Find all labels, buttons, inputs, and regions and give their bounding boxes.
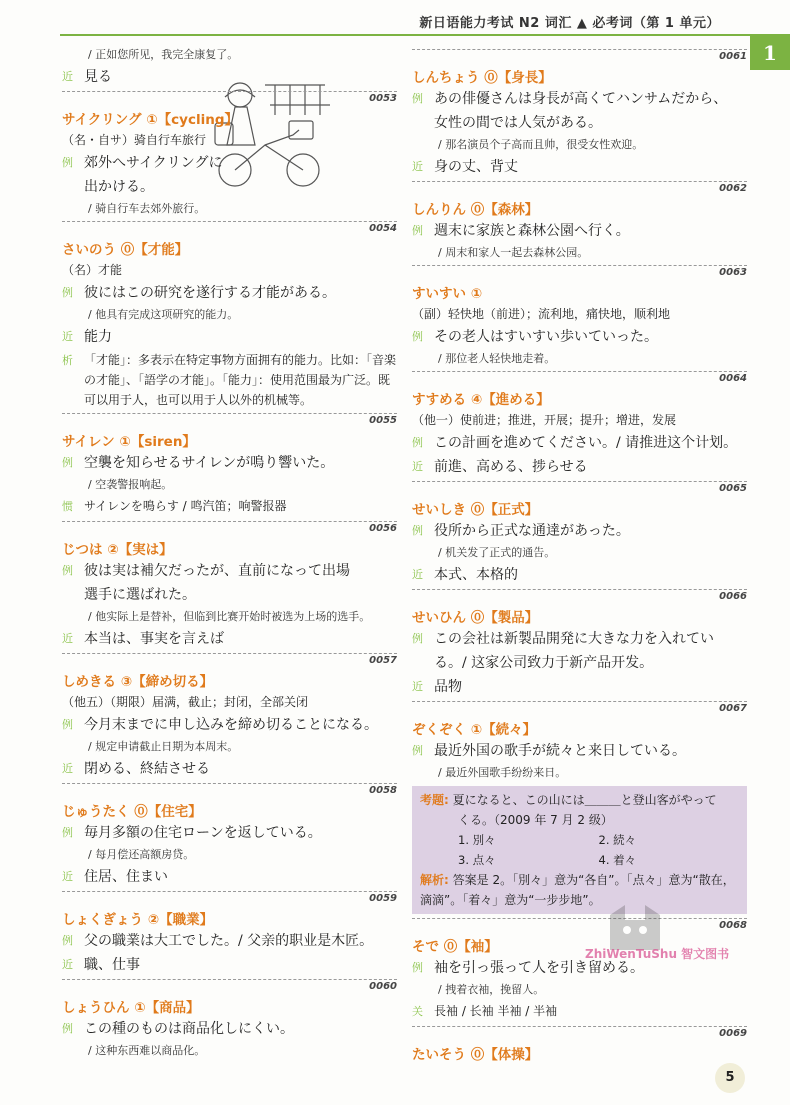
example-tag: 例 xyxy=(62,826,73,839)
headword: じつは ②【実は】 xyxy=(62,542,173,558)
part-of-speech: （名・自サ）骑自行车旅行 xyxy=(62,133,207,147)
example-translation: / 周末和家人一起去森林公园。 xyxy=(438,246,589,259)
headword: ぞくぞく ①【続々】 xyxy=(412,722,537,738)
example-sentence: その老人はすいすい歩いていった。 xyxy=(434,329,658,345)
exam-question: くる。（2009 年 7 月 2 级） xyxy=(458,813,613,827)
example-translation: / 拽着衣袖，挽留人。 xyxy=(438,983,545,996)
example-translation: / 最近外国歌手纷纷来日。 xyxy=(438,766,567,779)
entry-number: 0067 xyxy=(412,701,747,715)
example-tag: 例 xyxy=(412,961,423,974)
analysis-tag: 析 xyxy=(62,354,73,367)
example-translation: / 骑自行车去郊外旅行。 xyxy=(88,202,206,215)
page-number: 5 xyxy=(715,1063,745,1093)
example-sentence: 女性の間では人気がある。 xyxy=(434,115,602,131)
example-tag: 例 xyxy=(412,330,423,343)
example-translation: / 他实际上是替补，但临到比赛开始时被选为上场的选手。 xyxy=(88,610,371,623)
example-sentence: 空襲を知らせるサイレンが鳴り響いた。 xyxy=(84,455,335,471)
example-sentence: 彼にはこの研究を遂行する才能がある。 xyxy=(84,285,336,301)
entry-number: 0065 xyxy=(412,481,747,495)
exam-answer: 答案是 2。「別々」意为“各自”。「点々」意为“散在，滴滴”。「着々」意为“一步步地”。 xyxy=(420,873,735,907)
entry-number: 0062 xyxy=(412,181,747,195)
entry-number: 0064 xyxy=(412,371,747,385)
example-translation: / 每月偿还高额房贷。 xyxy=(88,848,195,861)
example-translation: / 这种东西难以商品化。 xyxy=(88,1044,206,1057)
example-tag: 例 xyxy=(412,744,423,757)
example-tag: 例 xyxy=(412,436,423,449)
related-tag: 关 xyxy=(412,1005,423,1018)
left-column xyxy=(62,46,397,1060)
near-words: 職、仕事 xyxy=(84,957,140,973)
example-sentence: 出かける。 xyxy=(84,179,154,195)
example-translation: / 机关发了正式的通告。 xyxy=(438,546,556,559)
example-sentence: 彼は実は補欠だったが、直前になって出場 xyxy=(84,563,350,579)
example-sentence: 袖を引っ張って人を引き留める。 xyxy=(434,960,644,976)
entry-number: 0055 xyxy=(62,413,397,427)
example-tag: 例 xyxy=(62,456,73,469)
header-rule xyxy=(60,34,790,36)
example-sentence: 毎月多額の住宅ローンを返している。 xyxy=(84,825,322,841)
entry-number: 0069 xyxy=(412,1026,747,1040)
entry-number: 0053 xyxy=(62,91,397,105)
headword: すいすい ① xyxy=(412,286,483,302)
near-words: 見る xyxy=(84,69,112,85)
headword: サイクリング ①【cycling】 xyxy=(62,112,238,128)
example-sentence: 今月末までに申し込みを締め切ることになる。 xyxy=(84,717,378,733)
headword: しんりん ⓪【森林】 xyxy=(412,202,539,218)
near-words: 本当は、事実を言えば xyxy=(84,631,224,647)
near-tag: 近 xyxy=(62,330,73,343)
entry-number: 0056 xyxy=(62,521,397,535)
headword: サイレン ①【siren】 xyxy=(62,434,196,450)
near-tag: 近 xyxy=(62,70,73,83)
entry-number: 0057 xyxy=(62,653,397,667)
watermark-text: ZhiWenTuShu 智文图书 xyxy=(585,947,730,961)
entry-number: 0059 xyxy=(62,891,397,905)
header-title: 新日语能力考试 N2 词汇 ▲ 必考词（第 1 单元） xyxy=(419,16,720,31)
headword: せいしき ⓪【正式】 xyxy=(412,502,539,518)
exam-label: 考题: xyxy=(420,793,449,807)
near-words: 能力 xyxy=(84,329,112,345)
related-words: 長袖 / 长袖 半袖 / 半袖 xyxy=(434,1004,558,1018)
near-words: 身の丈、背丈 xyxy=(434,159,518,175)
example-tag: 例 xyxy=(412,632,423,645)
near-tag: 近 xyxy=(412,568,423,581)
page-header xyxy=(0,0,790,40)
example-tag: 例 xyxy=(412,224,423,237)
headword: しょうひん ①【商品】 xyxy=(62,1000,200,1016)
example-translation: / 正如您所见，我完全康复了。 xyxy=(88,48,239,61)
part-of-speech: （他一）使前进；推进，开展；提升；增进，发展 xyxy=(412,413,677,427)
analysis-note: 「才能」：多表示在特定事物方面拥有的能力。比如：「音楽の才能」、「語学の才能」。「能力」：使用范围最为广泛。既可以用于人，也可以用于人以外的机械等。 xyxy=(84,353,397,407)
example-tag: 例 xyxy=(412,92,423,105)
headword: すすめる ④【進める】 xyxy=(412,392,550,408)
example-tag: 例 xyxy=(62,1022,73,1035)
near-tag: 近 xyxy=(412,460,423,473)
headword: さいのう ⓪【才能】 xyxy=(62,242,189,258)
analysis-label: 解析: xyxy=(420,873,449,887)
part-of-speech: （他五）（期限）届满，截止；封闭，全部关闭 xyxy=(62,695,309,709)
headword: せいひん ⓪【製品】 xyxy=(412,610,539,626)
entry-number: 0068 xyxy=(412,918,747,932)
example-sentence: この種のものは商品化しにくい。 xyxy=(84,1021,294,1037)
example-sentence: 最近外国の歌手が続々と来日している。 xyxy=(434,743,686,759)
exam-option: 2. 続々 xyxy=(598,833,637,847)
example-sentence: 役所から正式な通達があった。 xyxy=(434,523,630,539)
near-words: 前進、高める、捗らせる xyxy=(434,459,588,475)
near-tag: 近 xyxy=(62,762,73,775)
idiom: サイレンを鳴らす / 鸣汽笛；响警报器 xyxy=(84,499,287,513)
headword: しょくぎょう ②【職業】 xyxy=(62,912,214,928)
near-words: 本式、本格的 xyxy=(434,567,518,583)
example-translation: / 空袭警报响起。 xyxy=(88,478,173,491)
example-sentence: この会社は新製品開発に大きな力を入れてい xyxy=(434,631,714,647)
example-sentence: この計画を進めてください。/ 请推进这个计划。 xyxy=(434,435,738,451)
example-translation: / 他具有完成这项研究的能力。 xyxy=(88,308,239,321)
headword: しんちょう ⓪【身長】 xyxy=(412,70,552,86)
headword: しめきる ③【締め切る】 xyxy=(62,674,214,690)
near-words: 閉める、終結させる xyxy=(84,761,210,777)
exam-options xyxy=(420,830,739,870)
example-translation: / 那名演员个子高而且帅，很受女性欢迎。 xyxy=(438,138,644,151)
exam-option: 3. 点々 xyxy=(458,853,496,867)
entry-number: 0063 xyxy=(412,265,747,279)
entry-number: 0054 xyxy=(62,221,397,235)
near-words: 品物 xyxy=(434,679,462,695)
headword: たいそう ⓪【体操】 xyxy=(412,1047,539,1063)
exam-option: 1. 別々 xyxy=(458,833,496,847)
near-tag: 近 xyxy=(62,958,73,971)
near-tag: 近 xyxy=(62,870,73,883)
example-translation: / 那位老人轻快地走着。 xyxy=(438,352,556,365)
exam-question: 夏になると、この山には＿＿＿と登山客がやって xyxy=(452,793,717,807)
example-tag: 例 xyxy=(412,524,423,537)
exam-option: 4. 着々 xyxy=(598,853,637,867)
headword: じゅうたく ⓪【住宅】 xyxy=(62,804,202,820)
example-translation: / 规定申请截止日期为本周末。 xyxy=(88,740,239,753)
example-sentence: る。/ 这家公司致力于新产品开发。 xyxy=(434,655,654,671)
example-sentence: あの俳優さんは身長が高くてハンサムだから、 xyxy=(434,91,728,107)
example-tag: 例 xyxy=(62,718,73,731)
idiom-tag: 惯 xyxy=(62,500,73,513)
entry-number: 0058 xyxy=(62,783,397,797)
example-tag: 例 xyxy=(62,934,73,947)
exam-box xyxy=(412,786,747,914)
unit-tab: 1 xyxy=(750,36,790,70)
near-tag: 近 xyxy=(412,160,423,173)
example-sentence: 選手に選ばれた。 xyxy=(84,587,196,603)
example-sentence: 父の職業は大工でした。/ 父亲的职业是木匠。 xyxy=(84,933,374,949)
part-of-speech: （副）轻快地（前进）；流利地，痛快地，顺利地 xyxy=(412,307,671,321)
part-of-speech: （名）才能 xyxy=(62,263,123,277)
entry-number: 0061 xyxy=(412,49,747,63)
near-tag: 近 xyxy=(412,680,423,693)
near-words: 住居、住まい xyxy=(84,869,168,885)
near-tag: 近 xyxy=(62,632,73,645)
example-tag: 例 xyxy=(62,564,73,577)
example-sentence: 週末に家族と森林公園へ行く。 xyxy=(434,223,630,239)
example-tag: 例 xyxy=(62,286,73,299)
example-tag: 例 xyxy=(62,156,73,169)
entry-number: 0060 xyxy=(62,979,397,993)
entry-number: 0066 xyxy=(412,589,747,603)
example-sentence: 郊外へサイクリングに xyxy=(84,155,223,171)
headword: そで ⓪【袖】 xyxy=(412,939,498,955)
